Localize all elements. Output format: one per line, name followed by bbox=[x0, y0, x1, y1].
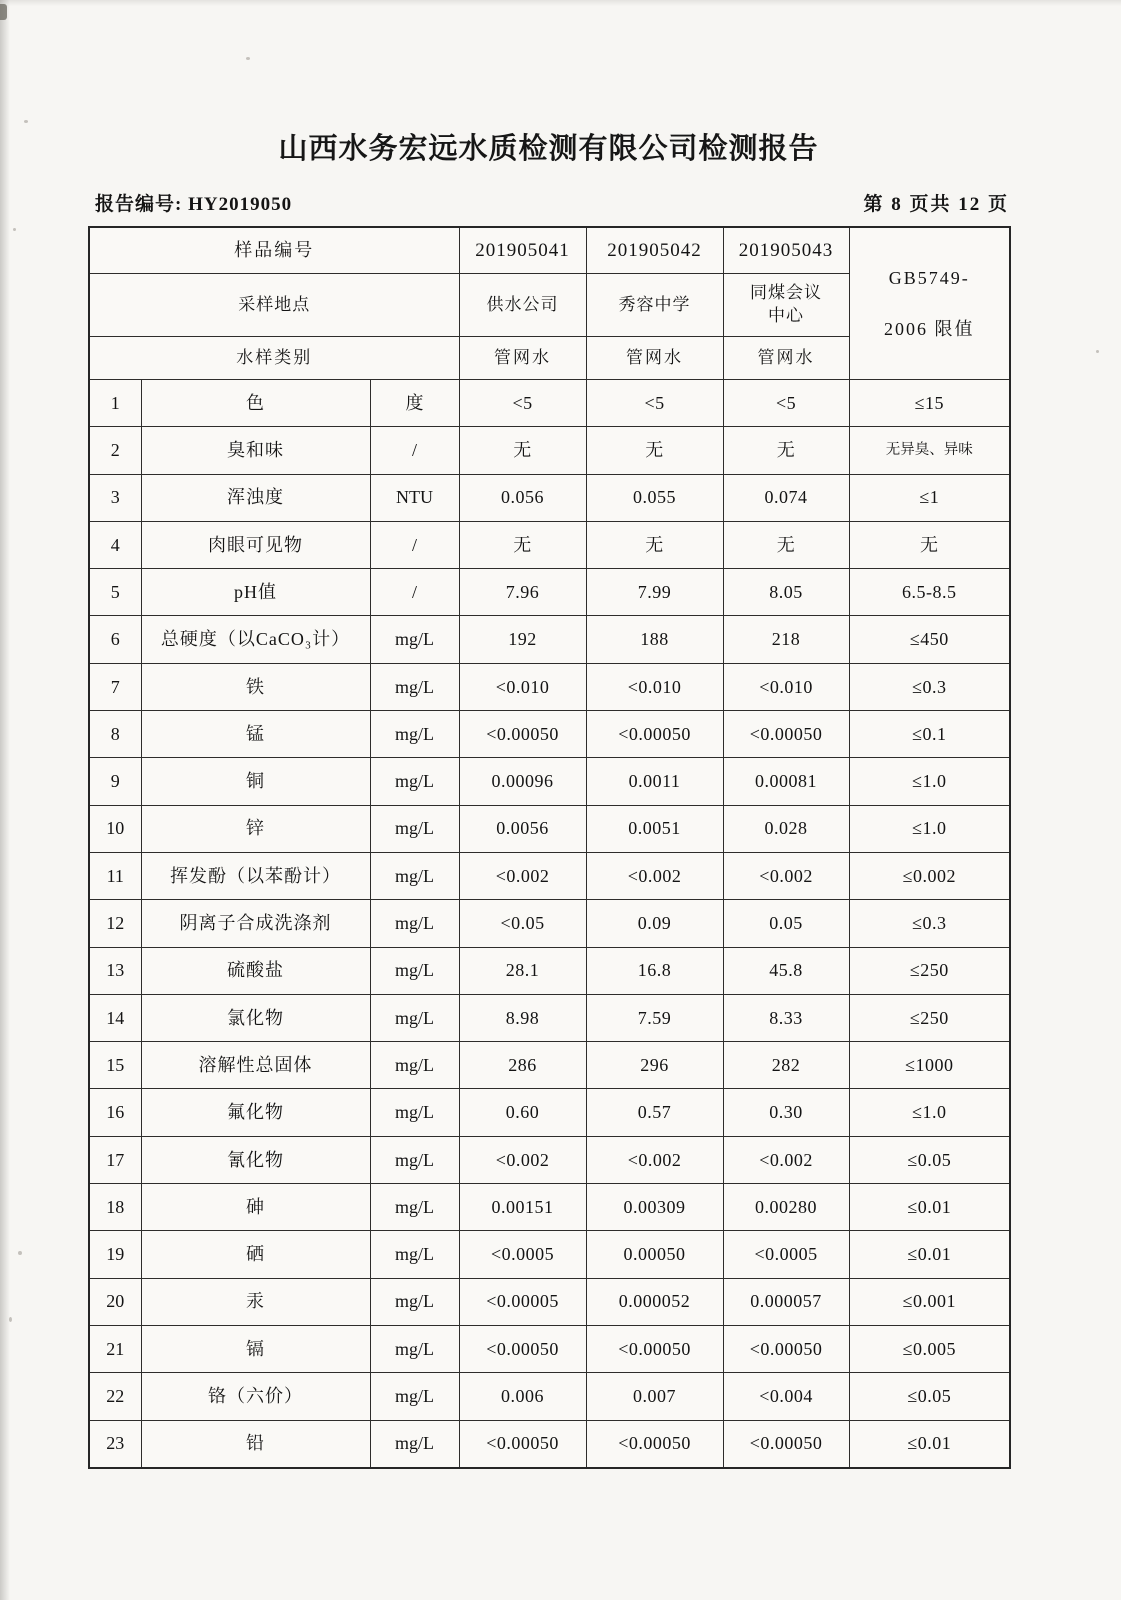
table-row bbox=[89, 427, 1010, 474]
cell-limit-value: ≤0.005 bbox=[849, 1325, 1010, 1372]
cell-row-number: 11 bbox=[89, 852, 141, 899]
scan-artifact bbox=[0, 4, 7, 20]
cell-unit: mg/L bbox=[370, 1042, 459, 1089]
cell-row-number: 18 bbox=[89, 1184, 141, 1231]
cell-parameter-name: 锰 bbox=[141, 711, 370, 758]
cell-sample2-value: <0.010 bbox=[586, 663, 723, 710]
cell-limit-value: ≤1.0 bbox=[849, 1089, 1010, 1136]
cell-row-number: 20 bbox=[89, 1278, 141, 1325]
cell-row-number: 12 bbox=[89, 900, 141, 947]
cell-row-number: 1 bbox=[89, 380, 141, 427]
cell-limit-value: ≤450 bbox=[849, 616, 1010, 663]
cell-parameter-name: 硫酸盐 bbox=[141, 947, 370, 994]
cell-sample2-value: <5 bbox=[586, 380, 723, 427]
cell-sample2-value: 0.09 bbox=[586, 900, 723, 947]
cell-parameter-name: 挥发酚（以苯酚计） bbox=[141, 852, 370, 899]
cell-sample3-value: 0.00280 bbox=[723, 1184, 849, 1231]
page-indicator: 第 8 页共 12 页 bbox=[863, 194, 1009, 215]
table-row bbox=[89, 1325, 1010, 1372]
cell-sample1-value: 192 bbox=[459, 616, 586, 663]
cell-sample1-value: 0.0056 bbox=[459, 805, 586, 852]
cell-parameter-name: 溶解性总固体 bbox=[141, 1042, 370, 1089]
table-row bbox=[89, 947, 1010, 994]
cell-unit: 度 bbox=[370, 380, 459, 427]
cell-row-number: 6 bbox=[89, 616, 141, 663]
cell-limit-value: ≤1 bbox=[849, 474, 1010, 521]
table-row bbox=[89, 1373, 1010, 1420]
cell-row-number: 22 bbox=[89, 1373, 141, 1420]
cell-sample1-value: 7.96 bbox=[459, 569, 586, 616]
report-number-label: 报告编号: bbox=[95, 194, 183, 215]
water-type-3: 管网水 bbox=[723, 337, 849, 380]
water-type-label: 水样类别 bbox=[89, 337, 459, 380]
cell-row-number: 5 bbox=[89, 569, 141, 616]
cell-sample3-value: <0.002 bbox=[723, 852, 849, 899]
cell-limit-value: ≤0.001 bbox=[849, 1278, 1010, 1325]
cell-sample2-value: <0.00050 bbox=[586, 711, 723, 758]
cell-parameter-name: 氯化物 bbox=[141, 994, 370, 1041]
cell-limit-value: ≤0.01 bbox=[849, 1420, 1010, 1468]
cell-sample3-value: <0.00050 bbox=[723, 1325, 849, 1372]
cell-unit: mg/L bbox=[370, 805, 459, 852]
cell-parameter-name: 砷 bbox=[141, 1184, 370, 1231]
cell-limit-value: ≤0.01 bbox=[849, 1231, 1010, 1278]
water-type-2: 管网水 bbox=[586, 337, 723, 380]
cell-parameter-name: 氰化物 bbox=[141, 1136, 370, 1183]
cell-limit-value: ≤0.002 bbox=[849, 852, 1010, 899]
cell-sample2-value: <0.002 bbox=[586, 852, 723, 899]
cell-sample1-value: 8.98 bbox=[459, 994, 586, 1041]
cell-sample1-value: <5 bbox=[459, 380, 586, 427]
cell-limit-value: ≤0.05 bbox=[849, 1373, 1010, 1420]
report-title: 山西水务宏远水质检测有限公司检测报告 bbox=[278, 133, 819, 165]
cell-parameter-name: 铁 bbox=[141, 663, 370, 710]
cell-unit: mg/L bbox=[370, 994, 459, 1041]
cell-sample3-value: 0.30 bbox=[723, 1089, 849, 1136]
cell-sample2-value: 0.57 bbox=[586, 1089, 723, 1136]
cell-sample1-value: 无 bbox=[459, 427, 586, 474]
cell-parameter-name: 铜 bbox=[141, 758, 370, 805]
cell-sample1-value: <0.002 bbox=[459, 852, 586, 899]
sample-id-label: 样品编号 bbox=[89, 227, 459, 274]
cell-sample3-value: <0.0005 bbox=[723, 1231, 849, 1278]
cell-sample2-value: 0.007 bbox=[586, 1373, 723, 1420]
sample-id-2: 201905042 bbox=[586, 227, 723, 274]
cell-unit: / bbox=[370, 427, 459, 474]
location-1: 供水公司 bbox=[459, 274, 586, 337]
cell-row-number: 8 bbox=[89, 711, 141, 758]
cell-sample3-value: 8.05 bbox=[723, 569, 849, 616]
cell-sample1-value: <0.00005 bbox=[459, 1278, 586, 1325]
cell-sample3-value: 45.8 bbox=[723, 947, 849, 994]
cell-unit: mg/L bbox=[370, 1231, 459, 1278]
water-type-1: 管网水 bbox=[459, 337, 586, 380]
cell-sample2-value: 0.0011 bbox=[586, 758, 723, 805]
cell-parameter-name: 肉眼可见物 bbox=[141, 521, 370, 568]
cell-sample3-value: 8.33 bbox=[723, 994, 849, 1041]
cell-unit: mg/L bbox=[370, 616, 459, 663]
cell-parameter-name: 总硬度（以CaCO₃计） bbox=[141, 616, 370, 663]
cell-limit-value: ≤0.3 bbox=[849, 900, 1010, 947]
cell-sample2-value: 16.8 bbox=[586, 947, 723, 994]
cell-sample3-value: 无 bbox=[723, 427, 849, 474]
cell-unit: mg/L bbox=[370, 900, 459, 947]
table-row bbox=[89, 1089, 1010, 1136]
cell-sample2-value: 0.000052 bbox=[586, 1278, 723, 1325]
cell-sample1-value: 0.00151 bbox=[459, 1184, 586, 1231]
cell-unit: mg/L bbox=[370, 1136, 459, 1183]
cell-row-number: 3 bbox=[89, 474, 141, 521]
cell-parameter-name: 氟化物 bbox=[141, 1089, 370, 1136]
cell-sample1-value: <0.010 bbox=[459, 663, 586, 710]
sample-id-3: 201905043 bbox=[723, 227, 849, 274]
table-row bbox=[89, 616, 1010, 663]
scan-artifact bbox=[13, 228, 16, 231]
cell-sample1-value: 无 bbox=[459, 521, 586, 568]
cell-sample3-value: <0.010 bbox=[723, 663, 849, 710]
cell-sample2-value: <0.00050 bbox=[586, 1325, 723, 1372]
location-label: 采样地点 bbox=[89, 274, 459, 337]
cell-sample2-value: 296 bbox=[586, 1042, 723, 1089]
cell-sample3-value: 无 bbox=[723, 521, 849, 568]
cell-sample3-value: 282 bbox=[723, 1042, 849, 1089]
cell-unit: mg/L bbox=[370, 947, 459, 994]
cell-sample3-value: <0.00050 bbox=[723, 711, 849, 758]
cell-sample2-value: 188 bbox=[586, 616, 723, 663]
cell-unit: mg/L bbox=[370, 1278, 459, 1325]
cell-limit-value: ≤1.0 bbox=[849, 805, 1010, 852]
cell-sample2-value: 0.00309 bbox=[586, 1184, 723, 1231]
cell-sample2-value: 无 bbox=[586, 521, 723, 568]
cell-limit-value: ≤0.1 bbox=[849, 711, 1010, 758]
scan-artifact bbox=[9, 1317, 12, 1322]
table-row bbox=[89, 380, 1010, 427]
cell-sample1-value: <0.002 bbox=[459, 1136, 586, 1183]
table-row bbox=[89, 758, 1010, 805]
cell-sample1-value: <0.05 bbox=[459, 900, 586, 947]
report-meta bbox=[88, 189, 1009, 216]
cell-sample1-value: <0.00050 bbox=[459, 711, 586, 758]
table-row bbox=[89, 852, 1010, 899]
location-3: 同煤会议中心 bbox=[723, 274, 849, 337]
cell-parameter-name: pH值 bbox=[141, 569, 370, 616]
cell-sample3-value: 0.028 bbox=[723, 805, 849, 852]
cell-limit-value: 6.5-8.5 bbox=[849, 569, 1010, 616]
cell-row-number: 9 bbox=[89, 758, 141, 805]
cell-sample1-value: <0.00050 bbox=[459, 1420, 586, 1468]
cell-unit: / bbox=[370, 521, 459, 568]
cell-sample3-value: 0.074 bbox=[723, 474, 849, 521]
cell-unit: mg/L bbox=[370, 1325, 459, 1372]
cell-limit-value: 无 bbox=[849, 521, 1010, 568]
cell-row-number: 7 bbox=[89, 663, 141, 710]
cell-limit-value: ≤15 bbox=[849, 380, 1010, 427]
cell-limit-value: ≤250 bbox=[849, 994, 1010, 1041]
cell-row-number: 14 bbox=[89, 994, 141, 1041]
cell-parameter-name: 臭和味 bbox=[141, 427, 370, 474]
cell-parameter-name: 镉 bbox=[141, 1325, 370, 1372]
limit-standard-line1: GB5749- bbox=[888, 267, 970, 288]
scan-artifact bbox=[246, 57, 250, 60]
cell-row-number: 17 bbox=[89, 1136, 141, 1183]
cell-parameter-name: 浑浊度 bbox=[141, 474, 370, 521]
cell-row-number: 21 bbox=[89, 1325, 141, 1372]
cell-sample1-value: 0.056 bbox=[459, 474, 586, 521]
cell-row-number: 19 bbox=[89, 1231, 141, 1278]
cell-sample2-value: 0.055 bbox=[586, 474, 723, 521]
cell-sample1-value: 286 bbox=[459, 1042, 586, 1089]
cell-unit: mg/L bbox=[370, 852, 459, 899]
results-table bbox=[88, 226, 1011, 1469]
cell-unit: mg/L bbox=[370, 1420, 459, 1468]
scan-artifact bbox=[24, 120, 28, 123]
cell-sample3-value: <0.004 bbox=[723, 1373, 849, 1420]
cell-unit: mg/L bbox=[370, 663, 459, 710]
table-row bbox=[89, 1042, 1010, 1089]
cell-sample2-value: 7.99 bbox=[586, 569, 723, 616]
cell-sample1-value: <0.00050 bbox=[459, 1325, 586, 1372]
cell-sample2-value: 无 bbox=[586, 427, 723, 474]
cell-parameter-name: 汞 bbox=[141, 1278, 370, 1325]
cell-sample1-value: 0.00096 bbox=[459, 758, 586, 805]
scan-artifact bbox=[18, 1251, 22, 1255]
cell-unit: mg/L bbox=[370, 758, 459, 805]
cell-limit-value: ≤250 bbox=[849, 947, 1010, 994]
header-row-sample-id bbox=[89, 227, 1010, 274]
cell-sample1-value: 28.1 bbox=[459, 947, 586, 994]
cell-sample3-value: <0.002 bbox=[723, 1136, 849, 1183]
table-row bbox=[89, 521, 1010, 568]
cell-sample3-value: 0.000057 bbox=[723, 1278, 849, 1325]
cell-row-number: 10 bbox=[89, 805, 141, 852]
location-2: 秀容中学 bbox=[586, 274, 723, 337]
cell-limit-value: ≤1.0 bbox=[849, 758, 1010, 805]
table-row bbox=[89, 994, 1010, 1041]
cell-sample2-value: <0.002 bbox=[586, 1136, 723, 1183]
cell-parameter-name: 硒 bbox=[141, 1231, 370, 1278]
cell-sample1-value: <0.0005 bbox=[459, 1231, 586, 1278]
cell-row-number: 2 bbox=[89, 427, 141, 474]
cell-sample2-value: 0.0051 bbox=[586, 805, 723, 852]
cell-sample3-value: 0.00081 bbox=[723, 758, 849, 805]
cell-sample3-value: <0.00050 bbox=[723, 1420, 849, 1468]
table-row bbox=[89, 474, 1010, 521]
table-row bbox=[89, 711, 1010, 758]
sample-id-1: 201905041 bbox=[459, 227, 586, 274]
scan-edge-shadow bbox=[0, 0, 10, 1600]
cell-sample1-value: 0.006 bbox=[459, 1373, 586, 1420]
cell-parameter-name: 锌 bbox=[141, 805, 370, 852]
cell-row-number: 16 bbox=[89, 1089, 141, 1136]
cell-limit-value: ≤1000 bbox=[849, 1042, 1010, 1089]
cell-row-number: 13 bbox=[89, 947, 141, 994]
table-row bbox=[89, 900, 1010, 947]
cell-unit: mg/L bbox=[370, 711, 459, 758]
cell-sample1-value: 0.60 bbox=[459, 1089, 586, 1136]
cell-limit-value: ≤0.01 bbox=[849, 1184, 1010, 1231]
cell-sample2-value: <0.00050 bbox=[586, 1420, 723, 1468]
table-row bbox=[89, 1278, 1010, 1325]
cell-unit: mg/L bbox=[370, 1373, 459, 1420]
table-row bbox=[89, 1136, 1010, 1183]
limit-standard-line2: 2006 限值 bbox=[884, 318, 975, 339]
cell-sample3-value: <5 bbox=[723, 380, 849, 427]
cell-parameter-name: 铬（六价） bbox=[141, 1373, 370, 1420]
table-row bbox=[89, 1184, 1010, 1231]
cell-parameter-name: 色 bbox=[141, 380, 370, 427]
cell-limit-value: 无异臭、异味 bbox=[849, 427, 1010, 474]
cell-row-number: 23 bbox=[89, 1420, 141, 1468]
cell-parameter-name: 铅 bbox=[141, 1420, 370, 1468]
limit-standard-header bbox=[849, 227, 1010, 380]
cell-unit: / bbox=[370, 569, 459, 616]
scan-artifact bbox=[1096, 350, 1099, 353]
cell-unit: NTU bbox=[370, 474, 459, 521]
cell-limit-value: ≤0.3 bbox=[849, 663, 1010, 710]
table-row bbox=[89, 663, 1010, 710]
table-row bbox=[89, 1420, 1010, 1468]
table-row bbox=[89, 1231, 1010, 1278]
cell-sample2-value: 7.59 bbox=[586, 994, 723, 1041]
cell-unit: mg/L bbox=[370, 1089, 459, 1136]
cell-unit: mg/L bbox=[370, 1184, 459, 1231]
table-row bbox=[89, 569, 1010, 616]
scan-edge-shadow bbox=[0, 0, 1121, 6]
cell-sample2-value: 0.00050 bbox=[586, 1231, 723, 1278]
cell-sample3-value: 0.05 bbox=[723, 900, 849, 947]
report-number-value: HY2019050 bbox=[188, 194, 293, 215]
cell-row-number: 15 bbox=[89, 1042, 141, 1089]
cell-sample3-value: 218 bbox=[723, 616, 849, 663]
cell-parameter-name: 阴离子合成洗涤剂 bbox=[141, 900, 370, 947]
table-row bbox=[89, 805, 1010, 852]
cell-limit-value: ≤0.05 bbox=[849, 1136, 1010, 1183]
cell-row-number: 4 bbox=[89, 521, 141, 568]
report-number bbox=[88, 189, 292, 216]
